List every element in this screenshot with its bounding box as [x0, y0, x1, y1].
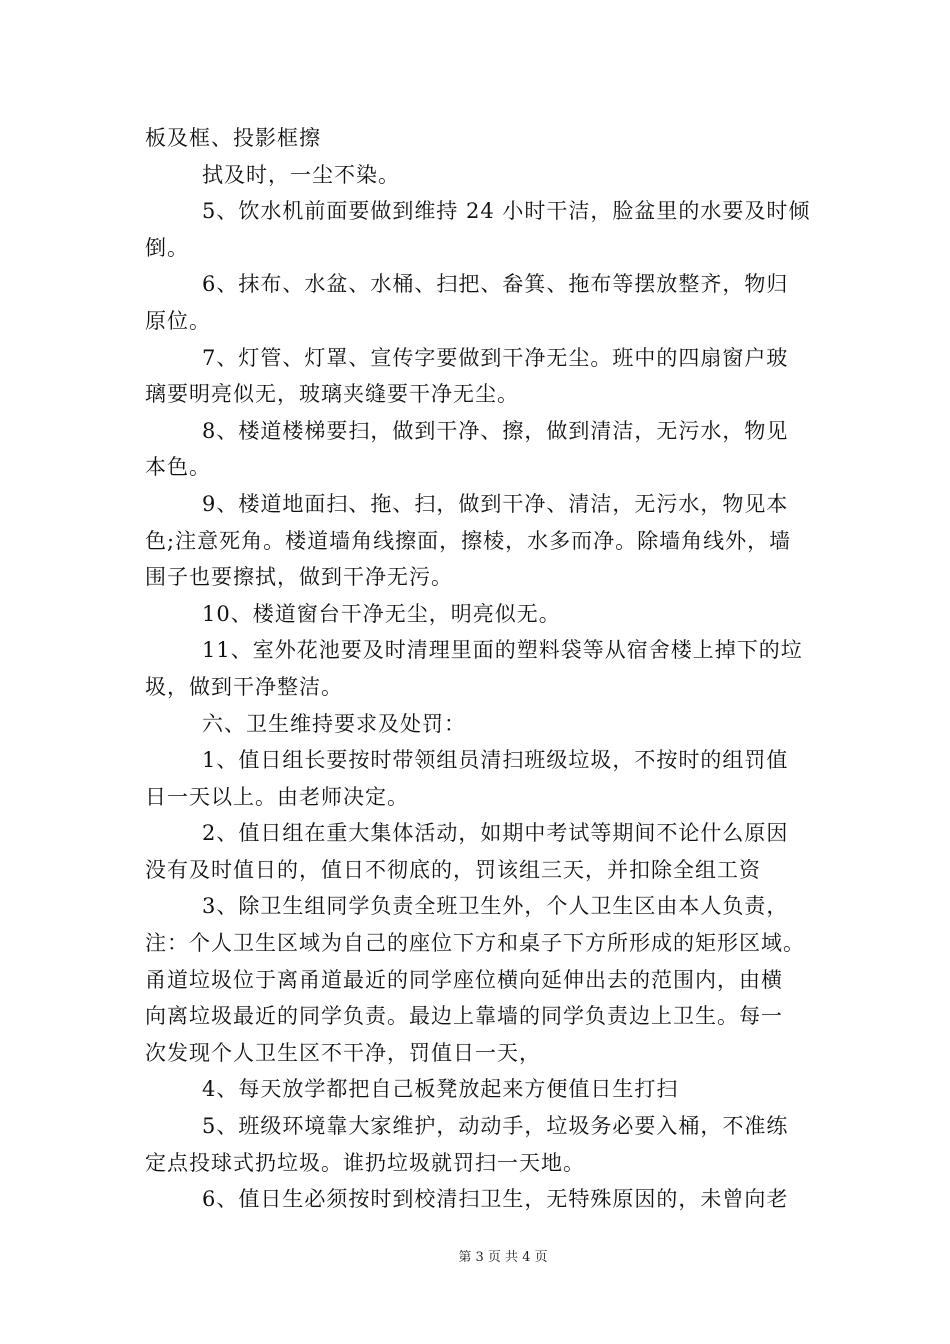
text-line: 11、室外花池要及时清理里面的塑料袋等从宿舍楼上掉下的垃	[202, 638, 803, 663]
text-line: 6、抹布、水盆、水桶、扫把、畚箕、拖布等摆放整齐，物归	[202, 272, 789, 297]
text-line: 注：个人卫生区域为自己的座位下方和桌子下方所形成的矩形区域。	[145, 931, 805, 956]
text-line: 1、值日组长要按时带领组员清扫班级垃圾，不按时的组罚值	[202, 748, 789, 773]
text-line: 本色。	[145, 455, 211, 480]
text-line: 璃要明亮似无，玻璃夹缝要干净无尘。	[145, 382, 519, 407]
text-line: 5、班级环境靠大家维护，动动手，垃圾务必要入桶，不准练	[202, 1114, 789, 1139]
text-line: 日一天以上。由老师决定。	[145, 784, 409, 809]
text-line: 板及框、投影框擦	[145, 126, 321, 150]
text-line: 3、除卫生组同学负责全班卫生外，个人卫生区由本人负责，	[202, 894, 789, 919]
text-line: 9、楼道地面扫、拖、扫，做到干净、清洁，无污水，物见本	[202, 491, 789, 516]
text-line: 原位。	[145, 308, 211, 333]
text-line: 4、每天放学都把自己板凳放起来方便值日生打扫	[202, 1077, 679, 1102]
text-line: 次发现个人卫生区不干净，罚值日一天，	[145, 1040, 541, 1065]
text-line: 2、值日组在重大集体活动，如期中考试等期间不论什么原因	[202, 821, 789, 846]
text-line: 10、楼道窗台干净无尘，明亮似无。	[202, 601, 561, 626]
text-line: 倒。	[145, 235, 189, 260]
text-line: 圾，做到干净整洁。	[145, 674, 343, 699]
text-line: 定点投球式扔垃圾。谁扔垃圾就罚扫一天地。	[145, 1150, 585, 1175]
text-line: 5、饮水机前面要做到维持 24 小时干洁，脸盆里的水要及时倾	[202, 199, 811, 224]
text-line: 向离垃圾最近的同学负责。最边上靠墙的同学负责边上卫生。每一	[145, 1004, 783, 1029]
text-line: 7、灯管、灯罩、宣传字要做到干净无尘。班中的四扇窗户玻	[202, 345, 789, 370]
text-line: 六、卫生维持要求及处罚：	[202, 711, 466, 736]
text-line: 8、楼道楼梯要扫，做到干净、擦，做到清洁，无污水，物见	[202, 418, 789, 443]
text-line: 色;注意死角。楼道墙角线擦面，擦棱，水多而净。除墙角线外，墙	[145, 528, 792, 553]
text-line: 甬道垃圾位于离甬道最近的同学座位横向延伸出去的范围内，由横	[145, 967, 783, 992]
text-line: 拭及时，一尘不染。	[202, 162, 400, 187]
text-line: 没有及时值日的，值日不彻底的，罚该组三天，并扣除全组工资	[145, 857, 761, 882]
text-line: 6、值日生必须按时到校清扫卫生，无特殊原因的，未曾向老	[202, 1187, 789, 1212]
page-footer: 第 3 页 共 4 页	[458, 1250, 548, 1265]
text-line: 围子也要擦拭，做到干净无污。	[145, 565, 453, 590]
document-body	[145, 120, 825, 1218]
